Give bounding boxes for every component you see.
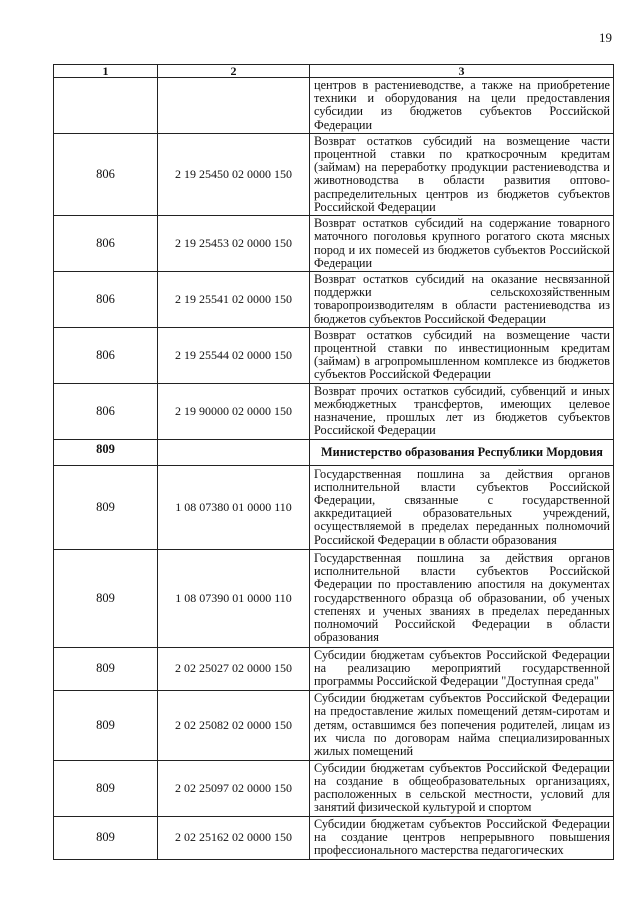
- admin-code-cell: 809: [54, 816, 158, 859]
- description-cell: Субсидии бюджетам субъектов Российской Федерации на создание центров непрерывного повышения профессионального мастерства педагогических: [310, 816, 614, 859]
- header-col-3: 3: [310, 65, 614, 78]
- kbk-code-cell: [158, 78, 310, 134]
- description-cell: Субсидии бюджетам субъектов Российской Федерации на предоставление жилых помещений детям-сиротам и детям, оставшимся без попечения родителей, лицам из их числа по договорам найма специализированных жилых помещений: [310, 690, 614, 760]
- table-row: [54, 549, 614, 647]
- admin-code-cell: 809: [54, 647, 158, 690]
- kbk-code-cell: [158, 439, 310, 465]
- table-row: [54, 760, 614, 816]
- admin-code-cell: 809: [54, 690, 158, 760]
- admin-code-cell: 809: [54, 465, 158, 549]
- kbk-code-cell: 2 02 25097 02 0000 150: [158, 760, 310, 816]
- table-row: [54, 816, 614, 859]
- section-header-row: [54, 439, 614, 465]
- table-row: [54, 78, 614, 134]
- budget-classification-table: [53, 64, 614, 860]
- description-cell: Субсидии бюджетам субъектов Российской Федерации на реализацию мероприятий государственной программы Российской Федерации "Доступная среда": [310, 647, 614, 690]
- kbk-code-cell: 1 08 07380 01 0000 110: [158, 465, 310, 549]
- description-cell: Государственная пошлина за действия органов исполнительной власти субъектов Российской Федерации, связанные с государственной аккредитацией образовательных учреждений, осуществляемой в пределах переданных полномочий Российской Федерации в области образования: [310, 465, 614, 549]
- description-cell: Субсидии бюджетам субъектов Российской Федерации на создание в общеобразовательных организациях, расположенных в сельской местности, условий для занятий физической культурой и спортом: [310, 760, 614, 816]
- ministry-code-cell: 809: [54, 439, 158, 465]
- kbk-code-cell: 1 08 07390 01 0000 110: [158, 549, 310, 647]
- header-col-2: 2: [158, 65, 310, 78]
- kbk-code-cell: 2 02 25027 02 0000 150: [158, 647, 310, 690]
- description-cell: Возврат остатков субсидий на возмещение части процентной ставки по инвестиционным кредитам (займам) в агропромышленном комплексе из бюджетов субъектов Российской Федерации: [310, 327, 614, 383]
- description-cell: Возврат остатков субсидий на оказание несвязанной поддержки сельскохозяйственным товаропроизводителям в области растениеводства из бюджетов субъектов Российской Федерации: [310, 272, 614, 328]
- admin-code-cell: 809: [54, 549, 158, 647]
- table-row: [54, 133, 614, 215]
- description-cell: Государственная пошлина за действия органов исполнительной власти субъектов Российской Федерации по проставлению апостиля на документах государственного образца об образовании, об ученых степенях и ученых званиях в пределах переданных полномочий Российской Федерации в области образования: [310, 549, 614, 647]
- admin-code-cell: 806: [54, 133, 158, 215]
- kbk-code-cell: 2 19 25453 02 0000 150: [158, 216, 310, 272]
- table-row: [54, 690, 614, 760]
- header-col-1: 1: [54, 65, 158, 78]
- table-row: [54, 216, 614, 272]
- description-cell: центров в растениеводстве, а также на приобретение техники и оборудования на цели предоставления субсидии из бюджетов субъектов Российской Федерации: [310, 78, 614, 134]
- description-cell: Возврат остатков субсидий на содержание товарного маточного поголовья крупного рогатого скота мясных пород и их помесей из бюджетов субъектов Российской Федерации: [310, 216, 614, 272]
- admin-code-cell: 806: [54, 327, 158, 383]
- admin-code-cell: 806: [54, 216, 158, 272]
- admin-code-cell: 806: [54, 383, 158, 439]
- admin-code-cell: 809: [54, 760, 158, 816]
- kbk-code-cell: 2 02 25162 02 0000 150: [158, 816, 310, 859]
- admin-code-cell: [54, 78, 158, 134]
- kbk-code-cell: 2 19 25541 02 0000 150: [158, 272, 310, 328]
- kbk-code-cell: 2 19 25544 02 0000 150: [158, 327, 310, 383]
- table-row: [54, 465, 614, 549]
- description-cell: Возврат прочих остатков субсидий, субвенций и иных межбюджетных трансфертов, имеющих целевое назначение, прошлых лет из бюджетов субъектов Российской Федерации: [310, 383, 614, 439]
- table-row: [54, 272, 614, 328]
- table-row: [54, 647, 614, 690]
- table-row: [54, 383, 614, 439]
- admin-code-cell: 806: [54, 272, 158, 328]
- page-number: 19: [599, 30, 612, 45]
- kbk-code-cell: 2 19 90000 02 0000 150: [158, 383, 310, 439]
- description-cell: Возврат остатков субсидий на возмещение части процентной ставки по краткосрочным кредитам (займам) на переработку продукции растениеводства и животноводства в области развития оптово-распределительных центров из бюджетов субъектов Российской Федерации: [310, 133, 614, 215]
- table-row: [54, 327, 614, 383]
- ministry-title-cell: Министерство образования Республики Мордовия: [310, 439, 614, 465]
- table-header-row: [54, 65, 614, 78]
- kbk-code-cell: 2 02 25082 02 0000 150: [158, 690, 310, 760]
- kbk-code-cell: 2 19 25450 02 0000 150: [158, 133, 310, 215]
